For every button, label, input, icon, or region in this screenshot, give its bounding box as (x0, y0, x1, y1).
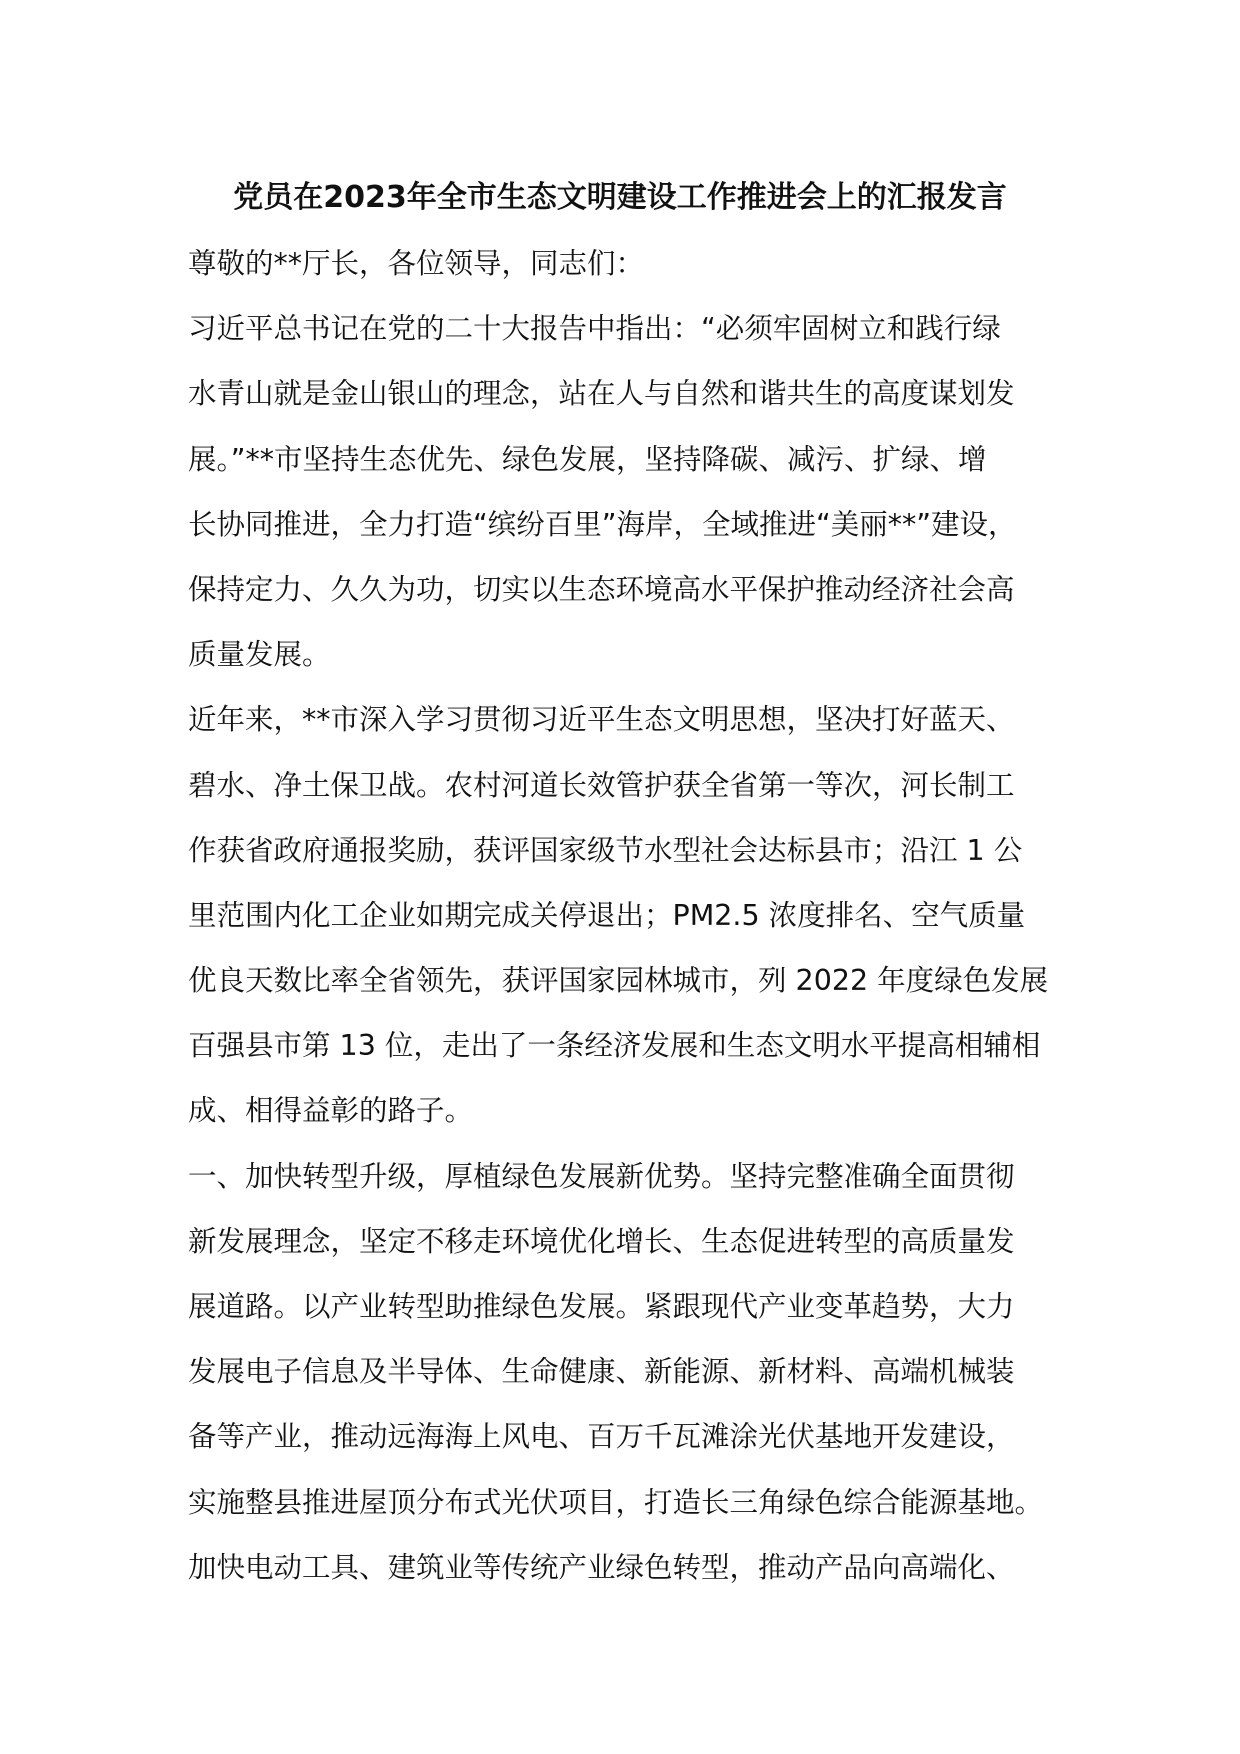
text-line: 近年来，**市深入学习贯彻习近平生态文明思想，坚决打好蓝天、 (188, 703, 1015, 737)
text-line: 优良天数比率全省领先，获评国家园林城市，列 2022 年度绿色发展 (188, 964, 1049, 998)
text-line: 新发展理念，坚定不移走环境优化增长、生态促进转型的高质量发 (188, 1224, 1015, 1258)
document-body (188, 231, 1088, 1600)
text-line: 碧水、净土保卫战。农村河道长效管护获全省第一等次，河长制工 (188, 768, 1015, 802)
text-line: 实施整县推进屋顶分布式光伏项目，打造长三角绿色综合能源基地。 (188, 1485, 1044, 1519)
text-line: 长协同推进，全力打造“缤纷百里”海岸，全域推进“美丽**”建设， (188, 507, 1017, 541)
text-line: 成、相得益彰的路子。 (188, 1094, 474, 1128)
text-line: 保持定力、久久为功，切实以生态环境高水平保护推动经济社会高 (188, 572, 1015, 606)
text-line: 质量发展。 (188, 638, 331, 672)
text-line: 备等产业，推动远海海上风电、百万千瓦滩涂光伏基地开发建设， (188, 1420, 1015, 1454)
text-line: 加快电动工具、建筑业等传统产业绿色转型，推动产品向高端化、 (188, 1550, 1015, 1584)
text-line: 展道路。以产业转型助推绿色发展。紧跟现代产业变革趋势，大力 (188, 1290, 1015, 1323)
text-line: 习近平总书记在党的二十大报告中指出：“必须牢固树立和践行绿 (188, 312, 1001, 346)
document-title: 党员在2023年全市生态文明建设工作推进会上的汇报发言 (233, 180, 1007, 215)
text-line: 百强县市第 13 位，走出了一条经济发展和生态文明水平提高相辅相 (188, 1029, 1041, 1063)
text-line: 尊敬的**厅长，各位领导，同志们： (188, 247, 645, 280)
text-line: 一、加快转型升级，厚植绿色发展新优势。坚持完整准确全面贯彻 (188, 1159, 1015, 1193)
text-line: 作获省政府通报奖励，获评国家级节水型社会达标县市；沿江 1 公 (188, 833, 1023, 867)
text-line: 展。”**市坚持生态优先、绿色发展，坚持降碳、减污、扩绿、增 (188, 442, 987, 476)
text-line: 发展电子信息及半导体、生命健康、新能源、新材料、高端机械装 (188, 1355, 1015, 1389)
text-line: 水青山就是金山银山的理念，站在人与自然和谐共生的高度谋划发 (188, 377, 1015, 411)
text-line: 里范围内化工企业如期完成关停退出；PM2.5 浓度排名、空气质量 (188, 898, 1026, 932)
